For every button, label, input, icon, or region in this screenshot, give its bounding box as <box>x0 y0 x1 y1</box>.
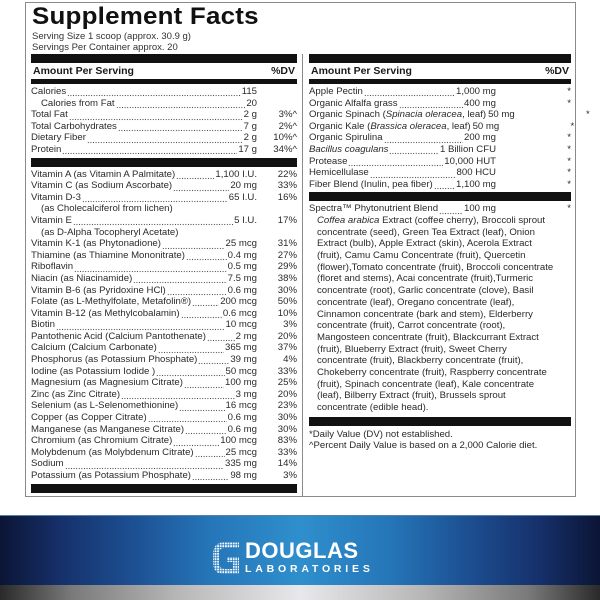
brand-subtitle: LABORATORIES <box>245 562 374 575</box>
blend-label: Spectra™ Phytonutrient Blend <box>309 203 439 215</box>
nutrient-row <box>31 447 297 459</box>
nutrient-row <box>31 250 297 262</box>
divider-bar <box>31 484 297 493</box>
row-dv: 3% <box>283 319 297 331</box>
row-amount: 1,000 mg <box>455 86 496 97</box>
nutrient-row <box>31 86 297 98</box>
banner-edge <box>0 515 600 516</box>
dot-leader <box>364 86 455 98</box>
row-amount: 0.5 mg <box>227 261 257 273</box>
row-label: Vitamin E <box>31 214 72 226</box>
row-amount: 800 HCU <box>456 167 496 179</box>
header-amount: Amount Per Serving <box>311 65 412 77</box>
row-label: Thiamine (as Thiamine Mononitrate) <box>31 249 185 261</box>
dot-leader <box>184 377 224 389</box>
nutrient-row <box>31 458 297 470</box>
row-label: Vitamin A (as Vitamin A Palmitate) <box>31 168 176 180</box>
blend-ingredients-italic: Coffea arabica <box>317 214 380 226</box>
row-dv: * <box>567 97 571 109</box>
row-dv: 38% <box>277 272 297 284</box>
nutrient-row <box>31 435 297 447</box>
row-amount: 16 mcg <box>225 400 257 412</box>
row-dv: * <box>570 120 575 132</box>
row-dv: 20% <box>277 330 297 342</box>
row-label: Sodium <box>31 458 64 470</box>
label-post: , leaf) <box>462 109 487 121</box>
column-header <box>31 63 297 79</box>
row-dv: * <box>567 132 571 144</box>
dot-leader <box>74 261 227 273</box>
nutrient-row <box>31 121 297 133</box>
row-amount: 0.6 mcg <box>222 307 257 319</box>
panel-title: Supplement Facts <box>32 3 259 30</box>
brand-name: DOUGLAS <box>245 537 359 563</box>
nutrient-row <box>31 227 297 239</box>
row-amount: 100 mg <box>225 377 257 389</box>
row-amount: 0.6 mg <box>227 284 257 296</box>
blend-dv: * <box>567 203 571 215</box>
dot-leader <box>389 144 439 156</box>
right-column <box>309 54 590 494</box>
row-amount: 98 mg <box>230 470 257 481</box>
dot-leader <box>173 435 219 447</box>
row-dv: * <box>567 86 571 97</box>
nutrient-row <box>31 308 297 320</box>
header-dv: %DV <box>545 65 569 77</box>
row-amount: 20 <box>246 97 257 109</box>
row-amount: 10 mcg <box>225 319 257 331</box>
row-amount: 0.6 mg <box>227 412 257 424</box>
nutrient-row <box>31 203 297 215</box>
row-amount: 25 mcg <box>225 238 257 250</box>
row-label: Total Carbohydrates <box>31 120 117 132</box>
row-label: Protease <box>309 155 348 167</box>
blend-ingredients-text: Extract (coffee cherry), Broccoli sprout concentrate (seed), Green Tea Extract (leaf), Onion Extract (bulb), Apple Extract (skin), Acerola Extract (fruit), Camu Camu Concentrate (fruit), Quercetin (flower),Tomato concentrate (fruit), Broccoli concentrate (floret and stems), Acai concentrate (fruit),Turmeric concentrate (root), Garlic concentrate (clove), Basil concentrate (leaf), Oregano concentrate (leaf), Cinnamon concentrate (bark and stem), Elderberry concentrate (fruit), Carrot concentrate (root), Mangosteen concentrate (fruit), Blackcurrant Extract (fruit), Blueberry Extract (fruit), Sweet Cherry concentrate (fruit), Blackberry concentrate (fruit), Chokeberry concentrate (fruit), Raspberry concentrate (fruit), Spinach concentrate (leaf), Kale concentrate (leaf), Bilberry Extract (fruit), Brussels sprout concentrate (edible head). <box>317 214 554 414</box>
row-amount: 2 g <box>243 109 257 121</box>
row-label: (as D-Alpha Tocopheryl Acetate) <box>41 226 179 238</box>
dot-leader <box>185 424 227 436</box>
row-label <box>309 109 486 121</box>
row-label: Manganese (as Manganese Citrate) <box>31 423 185 435</box>
supplement-facts-panel <box>25 2 590 497</box>
dotted-g-logo-icon <box>212 540 240 576</box>
nutrient-row <box>31 192 297 204</box>
dot-leader <box>198 354 229 366</box>
servings-per-container: Servings Per Container approx. 20 <box>32 42 178 53</box>
row-amount: 0.6 mg <box>227 423 257 435</box>
nutrient-row <box>31 144 297 156</box>
dot-leader <box>148 412 227 424</box>
dot-leader <box>158 342 224 354</box>
row-dv: * <box>567 167 571 179</box>
row-amount: 2 mg <box>235 330 257 342</box>
dot-leader <box>73 215 233 227</box>
label-post: , leaf) <box>446 120 471 132</box>
row-label: Vitamin B-12 (as Methylcobalamin) <box>31 307 180 319</box>
ingredient-row <box>309 109 590 121</box>
row-label: Calories <box>31 86 67 97</box>
macros-list <box>31 84 297 156</box>
vitamins-list <box>31 167 297 482</box>
column-divider <box>302 54 303 497</box>
row-dv: 33% <box>277 365 297 377</box>
logo-text <box>245 537 374 576</box>
row-amount: 25 mcg <box>225 446 257 458</box>
dot-leader <box>133 273 226 285</box>
serving-size: Serving Size 1 scoop (approx. 30.9 g) <box>32 31 191 42</box>
nutrient-row <box>31 470 297 482</box>
row-dv: 29% <box>277 261 297 273</box>
row-label: Vitamin D-3 <box>31 191 81 203</box>
row-amount: 1,100 I.U. <box>215 168 257 180</box>
row-label: Chromium (as Chromium Citrate) <box>31 435 173 447</box>
row-amount: 50 mg <box>472 120 500 132</box>
label-italic: Spinacia oleracea <box>385 109 463 121</box>
row-dv: 4% <box>283 354 297 366</box>
row-dv: 37% <box>277 342 297 354</box>
row-label: Total Fat <box>31 109 68 121</box>
dot-leader <box>439 203 463 215</box>
row-dv: 34%^ <box>273 143 297 155</box>
dot-leader <box>384 132 463 144</box>
row-dv: 27% <box>277 249 297 261</box>
nutrient-row <box>31 366 297 378</box>
dot-leader <box>69 109 243 121</box>
row-dv: 20% <box>277 388 297 400</box>
row-amount: 115 <box>241 86 257 97</box>
row-dv: 16% <box>277 191 297 203</box>
row-amount: 7.5 mg <box>227 272 257 284</box>
row-amount: 335 mg <box>225 458 257 470</box>
row-label: Dietary Fiber <box>31 132 86 144</box>
divider-bar <box>309 192 571 201</box>
row-amount: 365 mg <box>225 342 257 354</box>
nutrient-row <box>31 424 297 436</box>
dot-leader <box>192 296 219 308</box>
blend-row <box>309 203 571 215</box>
row-dv: 3%^ <box>278 109 297 121</box>
ingredient-row <box>309 156 571 168</box>
serving-info <box>32 31 191 53</box>
row-dv: 10%^ <box>273 132 297 144</box>
nutrient-row <box>31 412 297 424</box>
silver-band <box>0 585 600 600</box>
row-dv: 30% <box>277 412 297 424</box>
row-label: Organic Spirulina <box>309 132 383 144</box>
row-label: Vitamin C (as Sodium Ascorbate) <box>31 180 173 192</box>
row-dv: * <box>567 143 571 155</box>
row-dv: 33% <box>277 446 297 458</box>
row-dv: * <box>567 155 571 167</box>
row-amount: 200 mcg <box>220 296 257 308</box>
dot-leader <box>195 447 225 459</box>
blend-ingredients <box>309 215 557 414</box>
nutrient-row <box>31 400 297 412</box>
dot-leader <box>173 180 229 192</box>
header-dv: %DV <box>271 65 295 77</box>
footnote-dv: *Daily Value (DV) not established. <box>309 428 453 440</box>
row-amount: 50 mcg <box>225 365 257 377</box>
row-dv: 50% <box>277 296 297 308</box>
nutrient-row <box>31 98 297 110</box>
row-dv: 2%^ <box>278 120 297 132</box>
nutrient-row <box>31 389 297 401</box>
ingredient-row <box>309 86 571 98</box>
row-dv: * <box>586 109 590 121</box>
row-dv: 14% <box>277 458 297 470</box>
ingredient-row <box>309 179 571 191</box>
row-amount: 10,000 HUT <box>444 155 496 167</box>
row-label: Apple Pectin <box>309 86 363 97</box>
dot-leader <box>116 98 246 110</box>
label-italic: Bacillus coagulans <box>309 143 389 155</box>
nutrient-row <box>31 238 297 250</box>
label-pre: Organic Kale ( <box>309 120 371 132</box>
nutrient-row <box>31 319 297 331</box>
row-dv: 33% <box>277 180 297 192</box>
nutrient-row <box>31 354 297 366</box>
dot-leader <box>179 400 224 412</box>
row-amount: 5 I.U. <box>234 214 257 226</box>
ingredient-row <box>309 98 571 110</box>
nutrient-row <box>31 331 297 343</box>
douglas-laboratories-logo <box>212 538 392 578</box>
row-amount: 400 mg <box>464 97 496 109</box>
row-label: (as Cholecalciferol from lichen) <box>41 203 173 215</box>
row-label: Vitamin K-1 (as Phytonadione) <box>31 238 161 250</box>
row-label: Biotin <box>31 319 55 331</box>
ingredients-list <box>309 84 590 190</box>
row-label: Molybdenum (as Molybdenum Citrate) <box>31 446 194 458</box>
footnotes <box>309 426 571 452</box>
ingredient-row <box>309 120 575 133</box>
row-label: Calcium (Calcium Carbonate) <box>31 342 157 354</box>
nutrient-row <box>31 261 297 273</box>
divider-bar <box>309 54 571 63</box>
row-amount: 1,100 mg <box>455 178 496 190</box>
blend-amount: 100 mg <box>464 203 496 215</box>
row-label: Fiber Blend (Inulin, pea fiber) <box>309 178 433 190</box>
row-dv: 23% <box>277 400 297 412</box>
footnote-calorie: ^Percent Daily Value is based on a 2,000 Calorie diet. <box>309 440 538 452</box>
row-dv: 25% <box>277 377 297 389</box>
row-dv: 17% <box>277 214 297 226</box>
row-dv: 10% <box>277 307 297 319</box>
row-amount: 1 Billion CFU <box>440 143 496 155</box>
row-label: Niacin (as Niacinamide) <box>31 272 133 284</box>
label-pre: Organic Spinach ( <box>309 109 386 121</box>
row-label: Vitamin B-6 (as Pyridoxine HCl) <box>31 284 166 296</box>
blend-section <box>309 201 571 414</box>
row-label: Hemicellulase <box>309 167 369 179</box>
divider-bar <box>31 54 297 63</box>
dot-leader <box>186 250 227 262</box>
nutrient-row <box>31 377 297 389</box>
row-amount: 0.4 mg <box>227 249 257 261</box>
nutrient-row <box>31 132 297 144</box>
dot-leader <box>181 308 222 320</box>
nutrient-row <box>31 109 297 121</box>
row-amount: 39 mg <box>230 354 257 366</box>
dot-leader <box>87 132 243 144</box>
dot-leader <box>82 192 228 204</box>
row-amount: 2 g <box>243 132 257 144</box>
row-label: Copper (as Copper Citrate) <box>31 412 147 424</box>
dot-leader <box>162 238 225 250</box>
nutrient-row <box>31 342 297 354</box>
dot-leader <box>192 470 229 482</box>
nutrient-row <box>31 215 297 227</box>
row-amount: 200 mg <box>464 132 496 144</box>
dot-leader <box>118 121 243 133</box>
dot-leader <box>399 98 463 110</box>
dot-leader <box>67 86 241 98</box>
row-dv: 22% <box>277 168 297 180</box>
header-amount: Amount Per Serving <box>33 65 134 77</box>
row-dv: * <box>567 178 571 190</box>
row-label: Protein <box>31 143 62 155</box>
row-label <box>309 144 388 156</box>
row-dv: 31% <box>277 238 297 250</box>
row-amount: 17 g <box>238 143 257 155</box>
dot-leader <box>121 389 235 401</box>
nutrient-row <box>31 285 297 297</box>
row-label: Iodine (as Potassium Iodide ) <box>31 365 156 377</box>
row-amount: 20 mg <box>230 180 257 192</box>
row-label: Pantothenic Acid (Calcium Pantothenate) <box>31 330 206 342</box>
dot-leader <box>62 144 237 156</box>
dot-leader <box>56 319 225 331</box>
dot-leader <box>370 167 456 179</box>
dot-leader <box>176 169 214 181</box>
dot-leader <box>156 366 224 378</box>
ingredient-row <box>309 132 571 144</box>
row-label: Zinc (as Zinc Citrate) <box>31 388 121 400</box>
row-amount: 3 mg <box>235 388 257 400</box>
ingredient-row <box>309 167 571 179</box>
row-label: Selenium (as L-Selenomethionine) <box>31 400 179 412</box>
row-label: Riboflavin <box>31 261 74 273</box>
row-dv: 83% <box>277 435 297 447</box>
row-label: Potassium (as Potassium Phosphate) <box>31 470 191 481</box>
row-dv: 3% <box>283 470 297 481</box>
left-column <box>31 54 297 494</box>
dot-leader <box>207 331 235 343</box>
row-amount: 65 I.U. <box>228 191 257 203</box>
row-dv: 30% <box>277 423 297 435</box>
row-label: Organic Alfalfa grass <box>309 97 398 109</box>
row-dv <box>257 98 297 110</box>
row-amount: 50 mg <box>488 109 515 121</box>
ingredient-row <box>309 144 571 156</box>
row-dv: 30% <box>277 284 297 296</box>
dot-leader <box>348 156 443 168</box>
divider-bar <box>309 417 571 426</box>
nutrient-row <box>31 273 297 285</box>
row-dv <box>257 86 297 98</box>
dot-leader <box>167 285 227 297</box>
row-amount: 100 mcg <box>220 435 257 447</box>
nutrient-row <box>31 169 297 181</box>
row-label: Phosphorus (as Potassium Phosphate) <box>31 354 198 366</box>
row-label: Calories from Fat <box>41 97 115 109</box>
row-label: Folate (as L-Methylfolate, Metafolin®) <box>31 296 192 308</box>
nutrient-row <box>31 296 297 308</box>
row-amount: 7 g <box>243 120 257 132</box>
dot-leader <box>65 458 224 470</box>
row-label <box>309 121 471 133</box>
column-header <box>309 63 571 79</box>
divider-bar <box>31 158 297 167</box>
row-label: Magnesium (as Magnesium Citrate) <box>31 377 183 389</box>
label-italic: Brassica oleracea <box>370 120 447 132</box>
dot-leader <box>434 179 455 191</box>
nutrient-row <box>31 180 297 192</box>
